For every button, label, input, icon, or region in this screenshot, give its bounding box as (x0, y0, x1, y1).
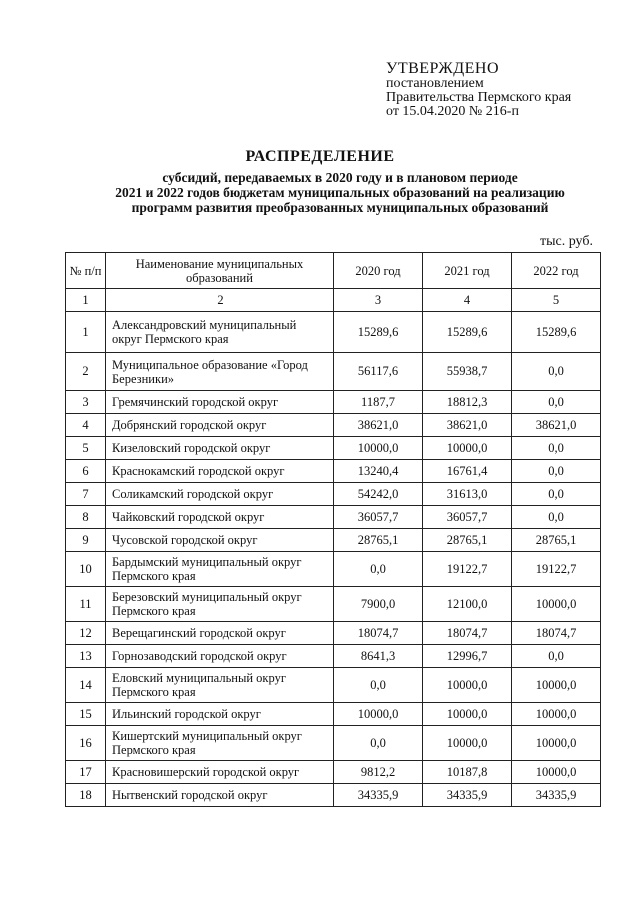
row-number: 11 (66, 587, 106, 622)
row-name: Еловский муниципальный округ Пермского края (106, 668, 334, 703)
value-2020: 8641,3 (334, 645, 423, 668)
value-2020: 15289,6 (334, 312, 423, 353)
row-number: 5 (66, 437, 106, 460)
header-2020: 2020 год (334, 253, 423, 289)
header-2022: 2022 год (512, 253, 601, 289)
value-2020: 9812,2 (334, 761, 423, 784)
table-row (66, 506, 601, 529)
value-2020: 28765,1 (334, 529, 423, 552)
subtitle-line-1: субсидий, передаваемых в 2020 году и в плановом периоде (162, 170, 518, 185)
table-row (66, 703, 601, 726)
row-number: 14 (66, 668, 106, 703)
row-name: Ильинский городской округ (106, 703, 334, 726)
row-name: Кишертский муниципальный округ Пермского края (106, 726, 334, 761)
row-number: 17 (66, 761, 106, 784)
approval-line-3: от 15.04.2020 № 216-п (386, 104, 519, 119)
row-number: 13 (66, 645, 106, 668)
index-cell: 5 (512, 289, 601, 312)
value-2022: 0,0 (512, 645, 601, 668)
value-2021: 18812,3 (423, 391, 512, 414)
value-2022: 19122,7 (512, 552, 601, 587)
row-number: 8 (66, 506, 106, 529)
row-number: 9 (66, 529, 106, 552)
row-name: Верещагинский городской округ (106, 622, 334, 645)
row-name: Кизеловский городской округ (106, 437, 334, 460)
document-subtitle (60, 170, 620, 215)
table-row (66, 645, 601, 668)
value-2021: 55938,7 (423, 353, 512, 391)
row-name: Красновишерский городской округ (106, 761, 334, 784)
approval-line-2: Правительства Пермского края (386, 90, 572, 105)
value-2021: 10000,0 (423, 703, 512, 726)
table-row (66, 483, 601, 506)
row-name: Горнозаводский городской округ (106, 645, 334, 668)
value-2022: 10000,0 (512, 668, 601, 703)
value-2022: 10000,0 (512, 726, 601, 761)
index-cell: 2 (106, 289, 334, 312)
subtitle-line-2: 2021 и 2022 годов бюджетам муниципальных образований на реализацию (115, 185, 565, 200)
table-row (66, 353, 601, 391)
value-2022: 0,0 (512, 437, 601, 460)
header-number: № п/п (66, 253, 106, 289)
row-number: 12 (66, 622, 106, 645)
row-number: 2 (66, 353, 106, 391)
value-2020: 0,0 (334, 726, 423, 761)
row-name: Березовский муниципальный округ Пермского края (106, 587, 334, 622)
value-2021: 19122,7 (423, 552, 512, 587)
value-2021: 10187,8 (423, 761, 512, 784)
table-row (66, 784, 601, 807)
value-2021: 10000,0 (423, 668, 512, 703)
approval-line-1: постановлением (386, 76, 484, 91)
table-row (66, 414, 601, 437)
value-2021: 16761,4 (423, 460, 512, 483)
row-name: Александровский муниципальный округ Пермского края (106, 312, 334, 353)
row-number: 6 (66, 460, 106, 483)
value-2020: 10000,0 (334, 437, 423, 460)
header-name: Наименование муниципальных образований (106, 253, 334, 289)
table-row (66, 622, 601, 645)
value-2022: 0,0 (512, 483, 601, 506)
row-number: 3 (66, 391, 106, 414)
value-2021: 12100,0 (423, 587, 512, 622)
unit-label: тыс. руб. (540, 234, 593, 249)
value-2022: 10000,0 (512, 761, 601, 784)
row-number: 18 (66, 784, 106, 807)
value-2020: 38621,0 (334, 414, 423, 437)
value-2021: 12996,7 (423, 645, 512, 668)
value-2020: 54242,0 (334, 483, 423, 506)
table-row (66, 552, 601, 587)
value-2022: 15289,6 (512, 312, 601, 353)
value-2020: 13240,4 (334, 460, 423, 483)
distribution-table (65, 252, 601, 807)
row-name: Гремячинский городской округ (106, 391, 334, 414)
row-name: Чайковский городской округ (106, 506, 334, 529)
value-2021: 18074,7 (423, 622, 512, 645)
table-header-row (66, 253, 601, 289)
row-name: Чусовской городской округ (106, 529, 334, 552)
value-2021: 34335,9 (423, 784, 512, 807)
table-row (66, 312, 601, 353)
table-row (66, 460, 601, 483)
row-name: Нытвенский городской округ (106, 784, 334, 807)
table-row (66, 726, 601, 761)
header-2021: 2021 год (423, 253, 512, 289)
subtitle-line-3: программ развития преобразованных муниципальных образований (131, 200, 549, 215)
row-name: Краснокамский городской округ (106, 460, 334, 483)
table-row (66, 437, 601, 460)
value-2021: 31613,0 (423, 483, 512, 506)
value-2021: 38621,0 (423, 414, 512, 437)
row-number: 15 (66, 703, 106, 726)
row-number: 7 (66, 483, 106, 506)
column-index-row (66, 289, 601, 312)
value-2020: 18074,7 (334, 622, 423, 645)
value-2022: 0,0 (512, 506, 601, 529)
value-2021: 10000,0 (423, 437, 512, 460)
approval-heading: УТВЕРЖДЕНО (386, 60, 500, 77)
table-row (66, 668, 601, 703)
value-2022: 10000,0 (512, 703, 601, 726)
index-cell: 1 (66, 289, 106, 312)
document-title: РАСПРЕДЕЛЕНИЕ (245, 148, 395, 165)
value-2020: 0,0 (334, 668, 423, 703)
table-row (66, 761, 601, 784)
row-number: 1 (66, 312, 106, 353)
value-2021: 36057,7 (423, 506, 512, 529)
value-2021: 28765,1 (423, 529, 512, 552)
value-2020: 7900,0 (334, 587, 423, 622)
value-2022: 10000,0 (512, 587, 601, 622)
row-name: Муниципальное образование «Город Березники» (106, 353, 334, 391)
value-2021: 10000,0 (423, 726, 512, 761)
index-cell: 4 (423, 289, 512, 312)
value-2020: 0,0 (334, 552, 423, 587)
row-number: 16 (66, 726, 106, 761)
row-name: Добрянский городской округ (106, 414, 334, 437)
value-2020: 36057,7 (334, 506, 423, 529)
row-name: Соликамский городской округ (106, 483, 334, 506)
table-row (66, 391, 601, 414)
value-2022: 34335,9 (512, 784, 601, 807)
value-2022: 38621,0 (512, 414, 601, 437)
value-2022: 0,0 (512, 353, 601, 391)
value-2022: 0,0 (512, 460, 601, 483)
value-2020: 56117,6 (334, 353, 423, 391)
approval-block (386, 60, 571, 119)
table-row (66, 529, 601, 552)
value-2021: 15289,6 (423, 312, 512, 353)
row-number: 4 (66, 414, 106, 437)
value-2022: 28765,1 (512, 529, 601, 552)
value-2020: 1187,7 (334, 391, 423, 414)
row-number: 10 (66, 552, 106, 587)
table-row (66, 587, 601, 622)
row-name: Бардымский муниципальный округ Пермского края (106, 552, 334, 587)
value-2022: 0,0 (512, 391, 601, 414)
index-cell: 3 (334, 289, 423, 312)
value-2022: 18074,7 (512, 622, 601, 645)
value-2020: 34335,9 (334, 784, 423, 807)
value-2020: 10000,0 (334, 703, 423, 726)
